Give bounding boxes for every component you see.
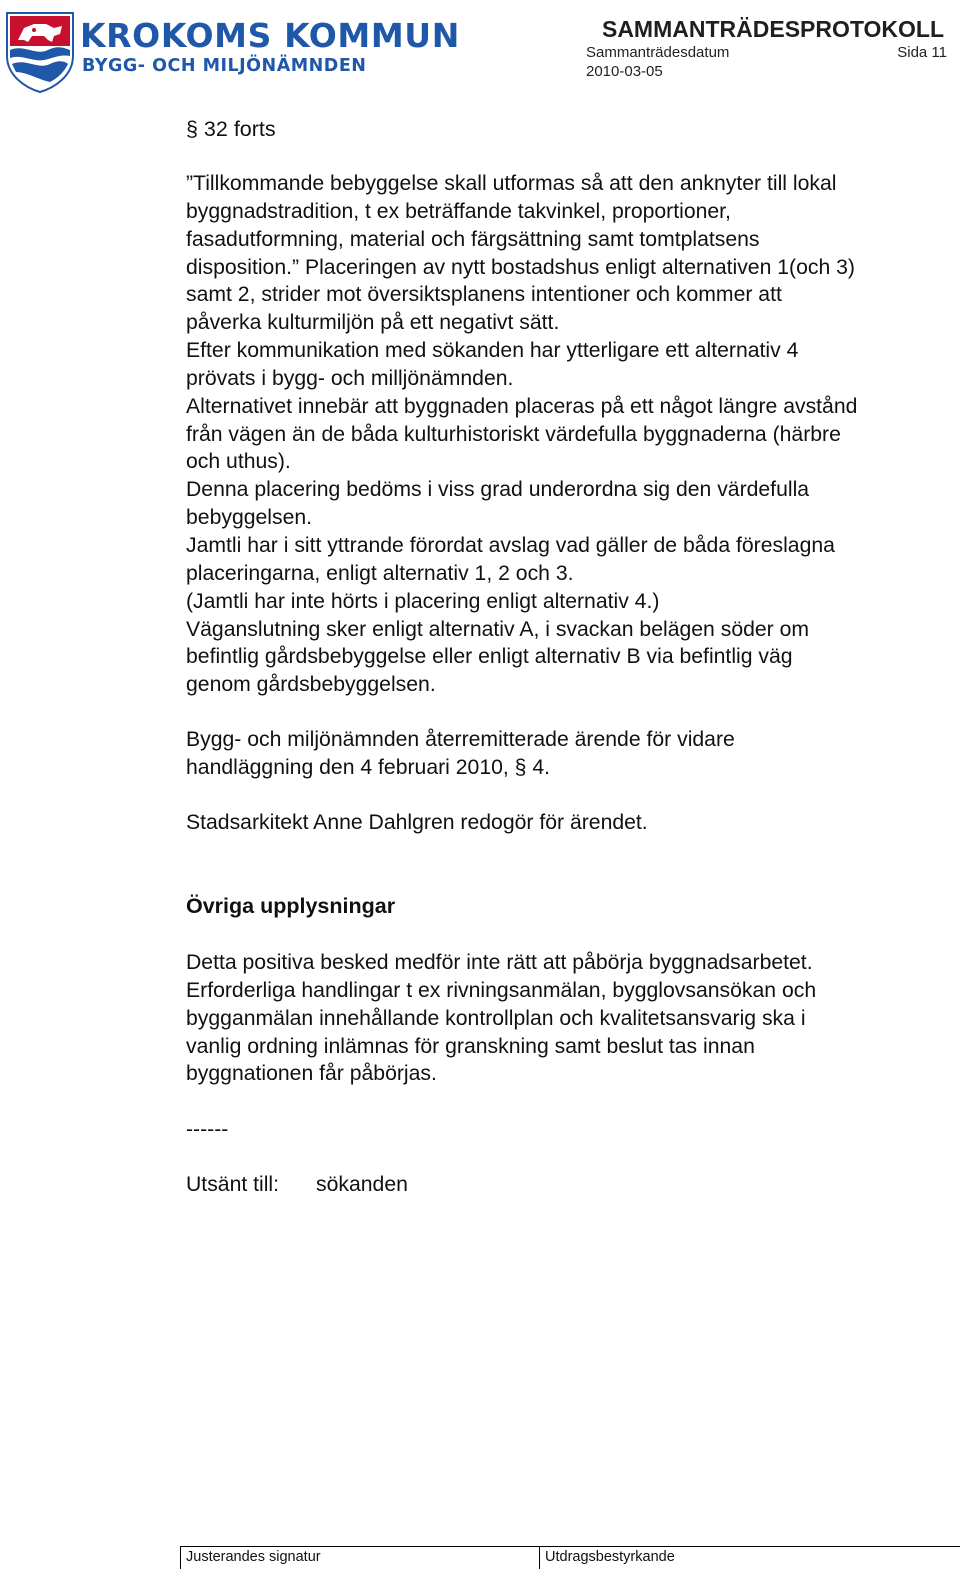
paragraph-line: Väganslutning sker enligt alternativ A, i svackan belägen söder om — [186, 617, 810, 641]
paragraph-line: Jamtli har i sitt yttrande förordat avslag vad gäller de båda föreslagna — [186, 533, 835, 557]
paragraph-line: placeringarna, enligt alternativ 1, 2 och 3. — [186, 561, 574, 585]
separator: ------ — [186, 1118, 229, 1141]
signature-footer — [180, 1546, 960, 1569]
distribution-value: sökanden — [316, 1173, 408, 1196]
paragraph-line: fasadutformning, material och färgsättning samt tomtplatsens — [186, 227, 760, 251]
signature-field — [180, 1547, 539, 1569]
municipality-logo — [4, 10, 460, 96]
info-line: Detta positiva besked medför inte rätt att påbörja byggnadsarbetet. — [186, 951, 813, 974]
info-line: bygganmälan innehållande kontrollplan och kvalitetsansvarig ska i — [186, 1006, 806, 1030]
document-type-title: SAMMANTRÄDESPROTOKOLL — [601, 16, 944, 42]
paragraph-line: ”Tillkommande bebyggelse skall utformas så att den anknyter till lokal — [186, 172, 837, 195]
paragraph-line: (Jamtli har inte hörts i placering enligt alternativ 4.) — [186, 589, 660, 613]
paragraph-line: byggnadstradition, t ex beträffande takvinkel, proportioner, — [186, 199, 731, 223]
municipality-crest-icon — [4, 10, 76, 94]
paragraph-line: samt 2, strider mot översiktsplanens intentioner och kommer att — [186, 283, 782, 307]
logo-title: KROKOMS KOMMUN — [80, 16, 460, 55]
decision-line: handläggning den 4 februari 2010, § 4. — [186, 755, 551, 779]
meeting-date-label: Sammanträdesdatum — [586, 44, 730, 61]
paragraph-line: bebyggelsen. — [186, 506, 313, 530]
paragraph-line: genom gårdsbebyggelsen. — [186, 673, 436, 697]
paragraph-line: från vägen än de båda kulturhistoriskt värdefulla byggnaderna (härbre — [186, 422, 841, 446]
page-number: Sida 11 — [897, 44, 947, 61]
paragraph-line: prövats i bygg- och milljönämnden. — [186, 366, 514, 390]
distribution-label: Utsänt till: — [186, 1173, 280, 1196]
meeting-date: 2010-03-05 — [586, 63, 663, 80]
paragraph-line: Efter kommunikation med sökanden har ytterligare ett alternativ 4 — [186, 339, 799, 363]
paragraph-line: Alternativet innebär att byggnaden placeras på ett något längre avstånd — [186, 394, 858, 418]
presenter-line: Stadsarkitekt Anne Dahlgren redogör för ärendet. — [186, 810, 648, 834]
info-line: byggnationen får påbörjas. — [186, 1062, 437, 1086]
info-line: Erforderliga handlingar t ex rivningsanmälan, bygglovsansökan och — [186, 978, 817, 1002]
extract-label: Utdragsbestyrkande — [545, 1549, 675, 1565]
section-heading: § 32 forts — [186, 117, 276, 141]
section-body — [186, 170, 958, 837]
other-info-heading: Övriga upplysningar — [186, 894, 396, 918]
paragraph-line: befintlig gårdsbebyggelse eller enligt alternativ B via befintlig väg — [186, 645, 793, 669]
extract-field — [539, 1547, 960, 1569]
distribution — [186, 1171, 408, 1198]
paragraph-line: och uthus). — [186, 450, 291, 474]
paragraph-line: disposition.” Placeringen av nytt bostadshus enligt alternativen 1(och 3) — [186, 255, 855, 279]
other-info-body — [186, 949, 816, 1088]
signature-label: Justerandes signatur — [186, 1549, 321, 1565]
paragraph-line: påverka kulturmiljön på ett negativt sätt. — [186, 311, 560, 335]
info-line: vanlig ordning inlämnas för granskning samt beslut tas innan — [186, 1034, 755, 1058]
logo-subtitle: BYGG- OCH MILJÖNÄMNDEN — [82, 56, 367, 76]
paragraph-line: Denna placering bedöms i viss grad underordna sig den värdefulla — [186, 478, 810, 502]
decision-line: Bygg- och miljönämnden återremitterade ärende för vidare — [186, 728, 735, 752]
